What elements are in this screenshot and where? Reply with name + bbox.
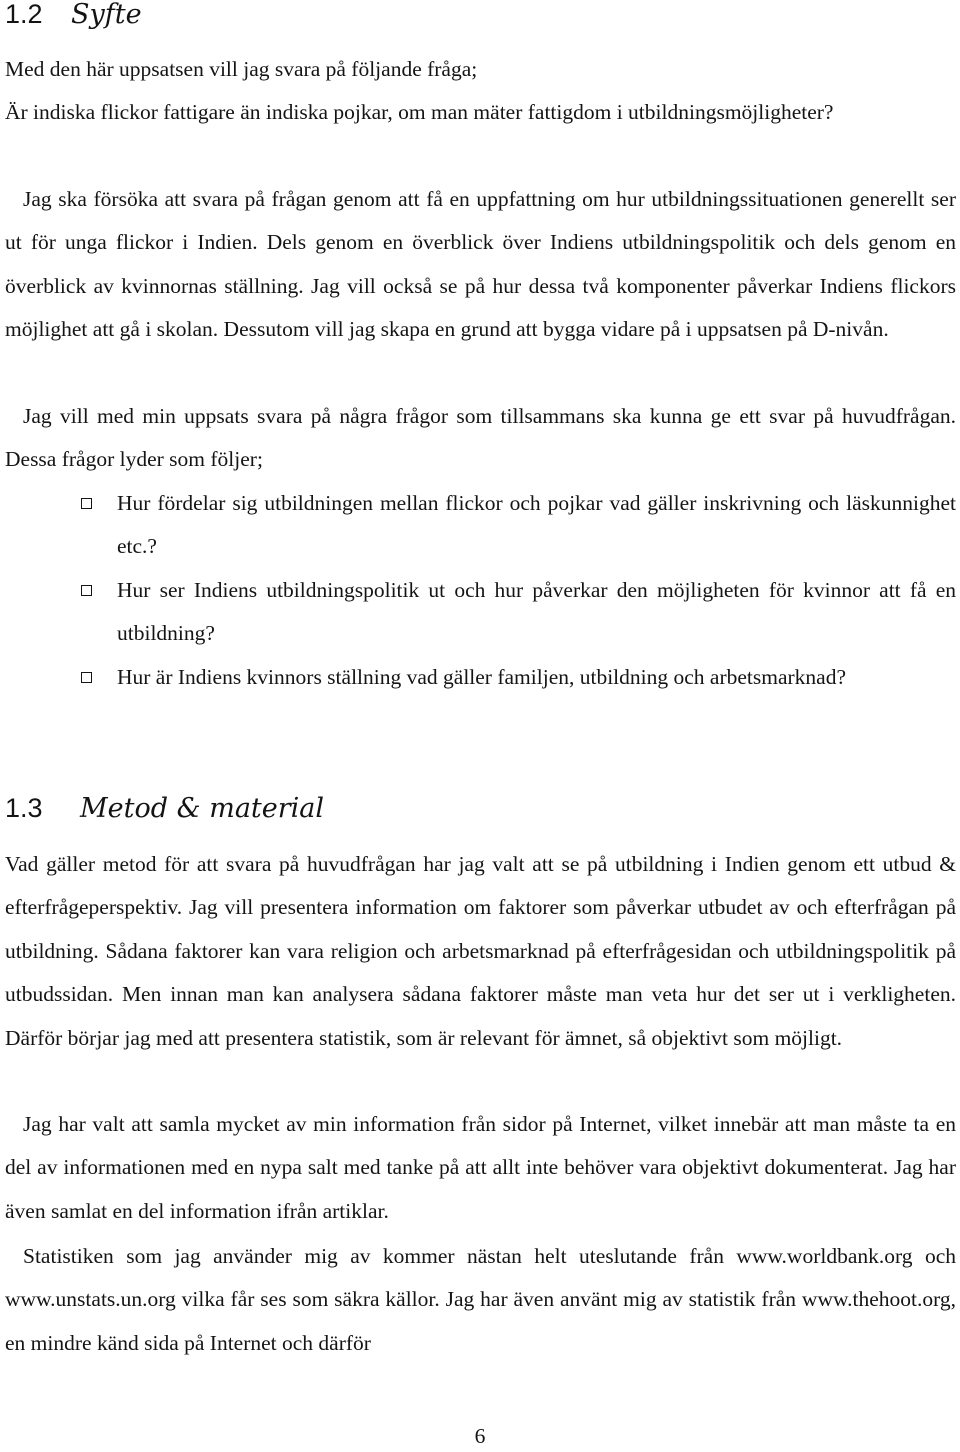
question-list-item: Hur är Indiens kvinnors ställning vad gäller familjen, utbildning och arbetsmarknad? xyxy=(117,665,847,689)
questions-intro-paragraph: Jag vill med min uppsats svara på några frågor som tillsammans ska kunna ge ett svar på huvudfrågan. Dessa frågor lyder som följer; xyxy=(5,404,956,472)
section-number: 1.3 xyxy=(5,793,43,823)
intro-line: Med den här uppsatsen vill jag svara på följande fråga; xyxy=(5,57,478,81)
statistics-paragraph: Statistiken som jag använder mig av kommer nästan helt uteslutande från www.worldbank.org och www.unstats.un.org vilka får ses som säkra källor. Jag har även använt mig av statistik från www.thehoot.org, en mindre känd sida på Internet och därför xyxy=(5,1244,956,1355)
sources-paragraph: Jag har valt att samla mycket av min information från sidor på Internet, vilket innebär att man måste ta en del av informationen med en nypa salt med tanke på att allt inte behöver vara objektivt dokumenterat. Jag har även samlat en del information ifrån artiklar. xyxy=(5,1112,956,1223)
section-title: Syfte xyxy=(71,0,142,30)
question-list-item: Hur fördelar sig utbildningen mellan flickor och pojkar vad gäller inskrivning och läskunnighet etc.? xyxy=(117,491,956,559)
purpose-paragraph: Jag ska försöka att svara på frågan genom att få en uppfattning om hur utbildningssituationen generellt ser ut för unga flickor i Indien. Dels genom en överblick över Indiens utbildningspolitik och dels genom en överblick av kvinnornas ställning. Jag vill också se på hur dessa två komponenter påverkar Indiens flickors möjlighet att gå i skolan. Dessutom vill jag skapa en grund att bygga vidare på i uppsatsen på D-nivån. xyxy=(5,187,956,342)
section-number: 1.2 xyxy=(5,0,43,29)
section-title: Metod & material xyxy=(80,793,325,824)
checkbox-bullet-icon xyxy=(80,494,100,514)
method-paragraph: Vad gäller metod för att svara på huvudfrågan har jag valt att se på utbildning i Indien genom ett utbud & efterfrågeperspektiv. Jag vill presentera information om faktorer som påverkar utbudet av och efterfrågan på utbildning. Sådana faktorer kan vara religion och arbetsmarknad på efterfrågesidan och utbildningspolitik på utbudssidan. Men innan man kan analysera sådana faktorer måste man veta hur det ser ut i verkligheten. Därför börjar jag med att presentera statistik, som är relevant för ämnet, så objektivt som möjligt. xyxy=(5,852,956,1050)
question-list-item: Hur ser Indiens utbildningspolitik ut och hur påverkar den möjligheten för kvinnor att få en utbildning? xyxy=(117,578,956,646)
checkbox-bullet-icon xyxy=(80,581,100,601)
section-heading-metod xyxy=(5,793,324,824)
checkbox-bullet-icon xyxy=(80,668,100,688)
page-number: 6 xyxy=(474,1424,486,1448)
main-question: Är indiska flickor fattigare än indiska pojkar, om man mäter fattigdom i utbildningsmöjligheter? xyxy=(5,100,834,124)
section-heading-syfte xyxy=(5,0,142,30)
